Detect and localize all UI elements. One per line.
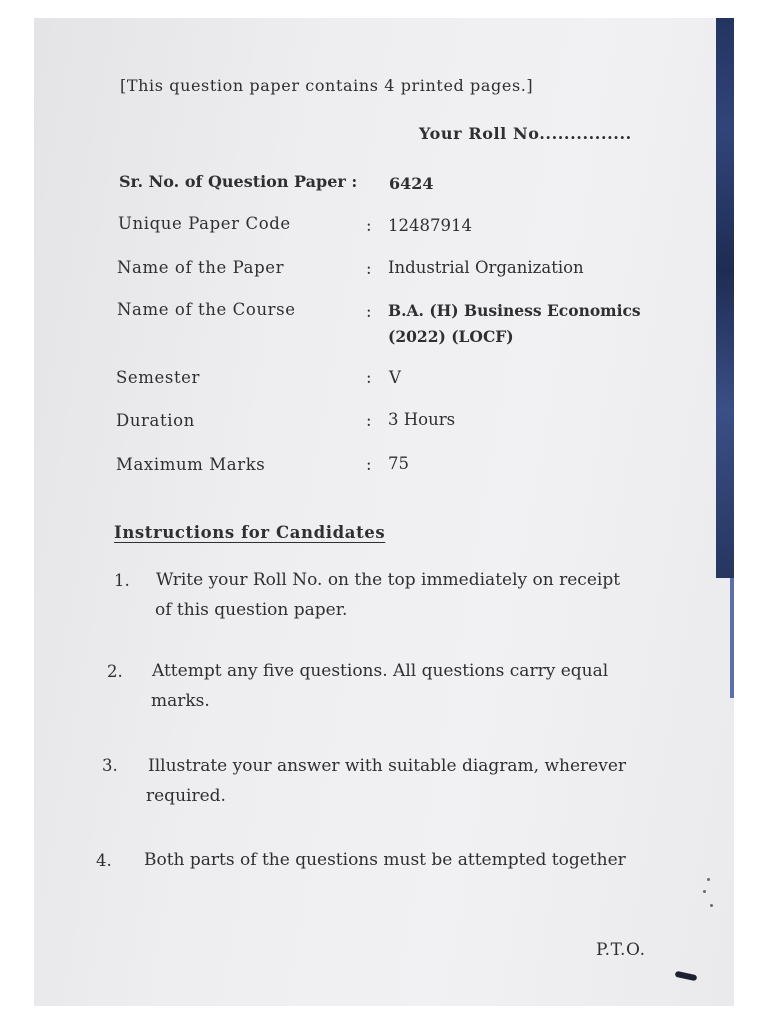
instruction-2-number: 2. xyxy=(107,662,123,681)
paper-name-sep: : xyxy=(366,259,372,278)
course-value-line2: (2022) (LOCF) xyxy=(388,327,514,346)
pages-note: [This question paper contains 4 printed pages.] xyxy=(120,76,534,95)
instruction-4-line1: Both parts of the questions must be attempted together xyxy=(144,850,626,870)
ink-smudge xyxy=(675,971,698,981)
max-marks-value: 75 xyxy=(388,454,409,473)
semester-value: V xyxy=(389,368,401,387)
course-value-line1: B.A. (H) Business Economics xyxy=(388,301,641,320)
instruction-3-line2: required. xyxy=(146,786,226,806)
instruction-1-line2: of this question paper. xyxy=(155,600,348,620)
unique-code-label: Unique Paper Code xyxy=(118,214,291,233)
course-label: Name of the Course xyxy=(117,300,296,319)
sr-no-label: Sr. No. of Question Paper : xyxy=(119,172,358,191)
instructions-heading: Instructions for Candidates xyxy=(114,523,386,542)
paper-name-label: Name of the Paper xyxy=(117,258,285,277)
duration-value: 3 Hours xyxy=(388,410,456,429)
sr-no-value: 6424 xyxy=(389,174,434,193)
instruction-1-number: 1. xyxy=(114,571,130,590)
max-marks-label: Maximum Marks xyxy=(116,455,266,474)
binding-edge-stripe xyxy=(730,578,734,698)
instruction-3-number: 3. xyxy=(102,756,118,775)
roll-number-field: Your Roll No............... xyxy=(419,124,632,143)
paper-name-value: Industrial Organization xyxy=(388,258,584,277)
instruction-4-number: 4. xyxy=(96,851,112,870)
pto-text: P.T.O. xyxy=(596,940,646,960)
binding-edge xyxy=(716,18,734,578)
instruction-3-line1: Illustrate your answer with suitable diagram, wherever xyxy=(148,756,627,776)
instruction-2-line1: Attempt any five questions. All questions carry equal xyxy=(152,661,609,681)
semester-sep: : xyxy=(366,368,372,387)
max-marks-sep: : xyxy=(366,455,372,474)
instruction-1-line1: Write your Roll No. on the top immediately on receipt xyxy=(156,570,621,590)
semester-label: Semester xyxy=(116,368,201,387)
course-sep: : xyxy=(366,302,372,321)
duration-sep: : xyxy=(366,411,372,430)
instruction-2-line2: marks. xyxy=(151,691,210,711)
unique-code-value: 12487914 xyxy=(388,216,472,235)
question-paper-page xyxy=(34,18,734,1006)
unique-code-sep: : xyxy=(366,216,372,235)
duration-label: Duration xyxy=(116,411,195,430)
